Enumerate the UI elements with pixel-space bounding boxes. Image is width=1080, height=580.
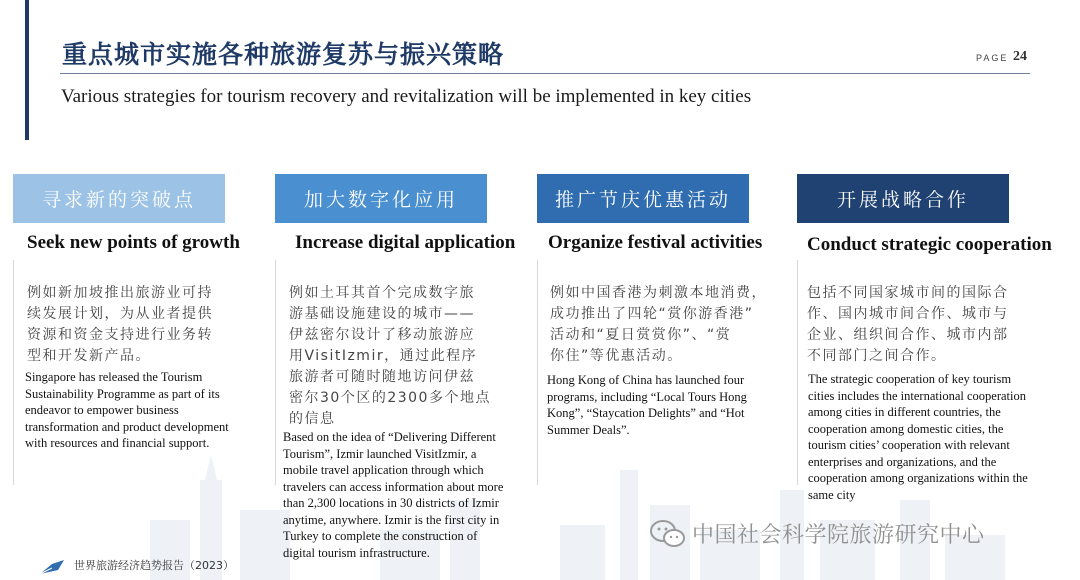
strategy-body-cn: 例如新加坡推出旅游业可持 续发展计划，为从业者提供 资源和资金支持进行业务转 型和开发新产品。 bbox=[27, 285, 213, 364]
strategy-body-cn: 例如中国香港为刺激本地消费， 成功推出了四轮“赏你游香港” 活动和“夏日赏赏你”、“赏 你住”等优惠活动。 bbox=[550, 285, 767, 364]
page-number: 24 bbox=[1013, 49, 1027, 64]
strategy-heading: Seek new points of growth bbox=[27, 232, 240, 253]
strategy-body-cn: 包括不同国家城市间的国际合 作、国内城市间合作、城市与 企业、组织间合作、城市内部 不同部门之间合作。 bbox=[807, 285, 1009, 364]
strategy-body-en: Based on the idea of “Delivering Different Tourism”, Izmir launched VisitIzmir, a mobile travel application through which travelers can access information about more than 2,300 locations in 30 districts of Izmir anytime, anywhere. Izmir is the first city in Turkey to complete the construction of digital tourism infrastructure. bbox=[283, 430, 504, 560]
page-label: PAGE bbox=[976, 53, 1009, 63]
strategy-body-en: Singapore has released the Tourism Sustainability Programme as part of its endeavor to empower business transformation and product development with resources and financial support. bbox=[25, 370, 229, 450]
strategy-heading: Conduct strategic cooperation bbox=[807, 234, 1052, 255]
column-divider bbox=[13, 260, 14, 485]
accent-bar bbox=[25, 0, 29, 140]
strategy-badge: 加大数字化应用 bbox=[275, 174, 487, 223]
title-divider bbox=[60, 73, 1030, 74]
strategy-column-cooperation bbox=[797, 174, 1009, 223]
report-title: 世界旅游经济趋势报告（2023） bbox=[74, 559, 234, 572]
strategy-column-growth bbox=[13, 174, 225, 223]
watermark bbox=[650, 518, 985, 549]
strategy-body-en: Hong Kong of China has launched four programs, including “Local Tours Hong Kong”, “Staycation Delights” and “Hot Summer Deals”. bbox=[547, 373, 747, 437]
strategy-body-cn: 例如土耳其首个完成数字旅 游基础设施建设的城市—— 伊兹密尔设计了移动旅游应 用VisitIzmir，通过此程序 旅游者可随时随地访问伊兹 密尔30个区的2300多个地点 的信息 bbox=[289, 285, 491, 427]
wechat-icon bbox=[650, 519, 686, 549]
strategy-column-digital bbox=[275, 174, 487, 223]
watermark-text: 中国社会科学院旅游研究中心 bbox=[692, 523, 985, 548]
column-divider bbox=[797, 260, 798, 485]
page-title: 重点城市实施各种旅游复苏与振兴策略 bbox=[62, 40, 505, 69]
strategy-heading: Increase digital application bbox=[295, 232, 516, 253]
strategy-heading: Organize festival activities bbox=[548, 232, 763, 253]
fountain-pen-icon bbox=[38, 558, 68, 576]
column-divider bbox=[275, 260, 276, 485]
page-subtitle: Various strategies for tourism recovery and revitalization will be implemented in key cities bbox=[61, 86, 752, 107]
strategy-badge: 推广节庆优惠活动 bbox=[537, 174, 749, 223]
column-divider bbox=[537, 260, 538, 485]
strategy-body-en: The strategic cooperation of key tourism cities includes the international cooperation among cities in different countries, the cooperation among domestic cities, the tourism cities’ cooperation with relevant enterprises and organizations, and the cooperation among organizations within the same city bbox=[808, 372, 1028, 502]
strategy-badge: 开展战略合作 bbox=[797, 174, 1009, 223]
strategy-column-festival bbox=[537, 174, 749, 223]
strategy-badge: 寻求新的突破点 bbox=[13, 174, 225, 223]
